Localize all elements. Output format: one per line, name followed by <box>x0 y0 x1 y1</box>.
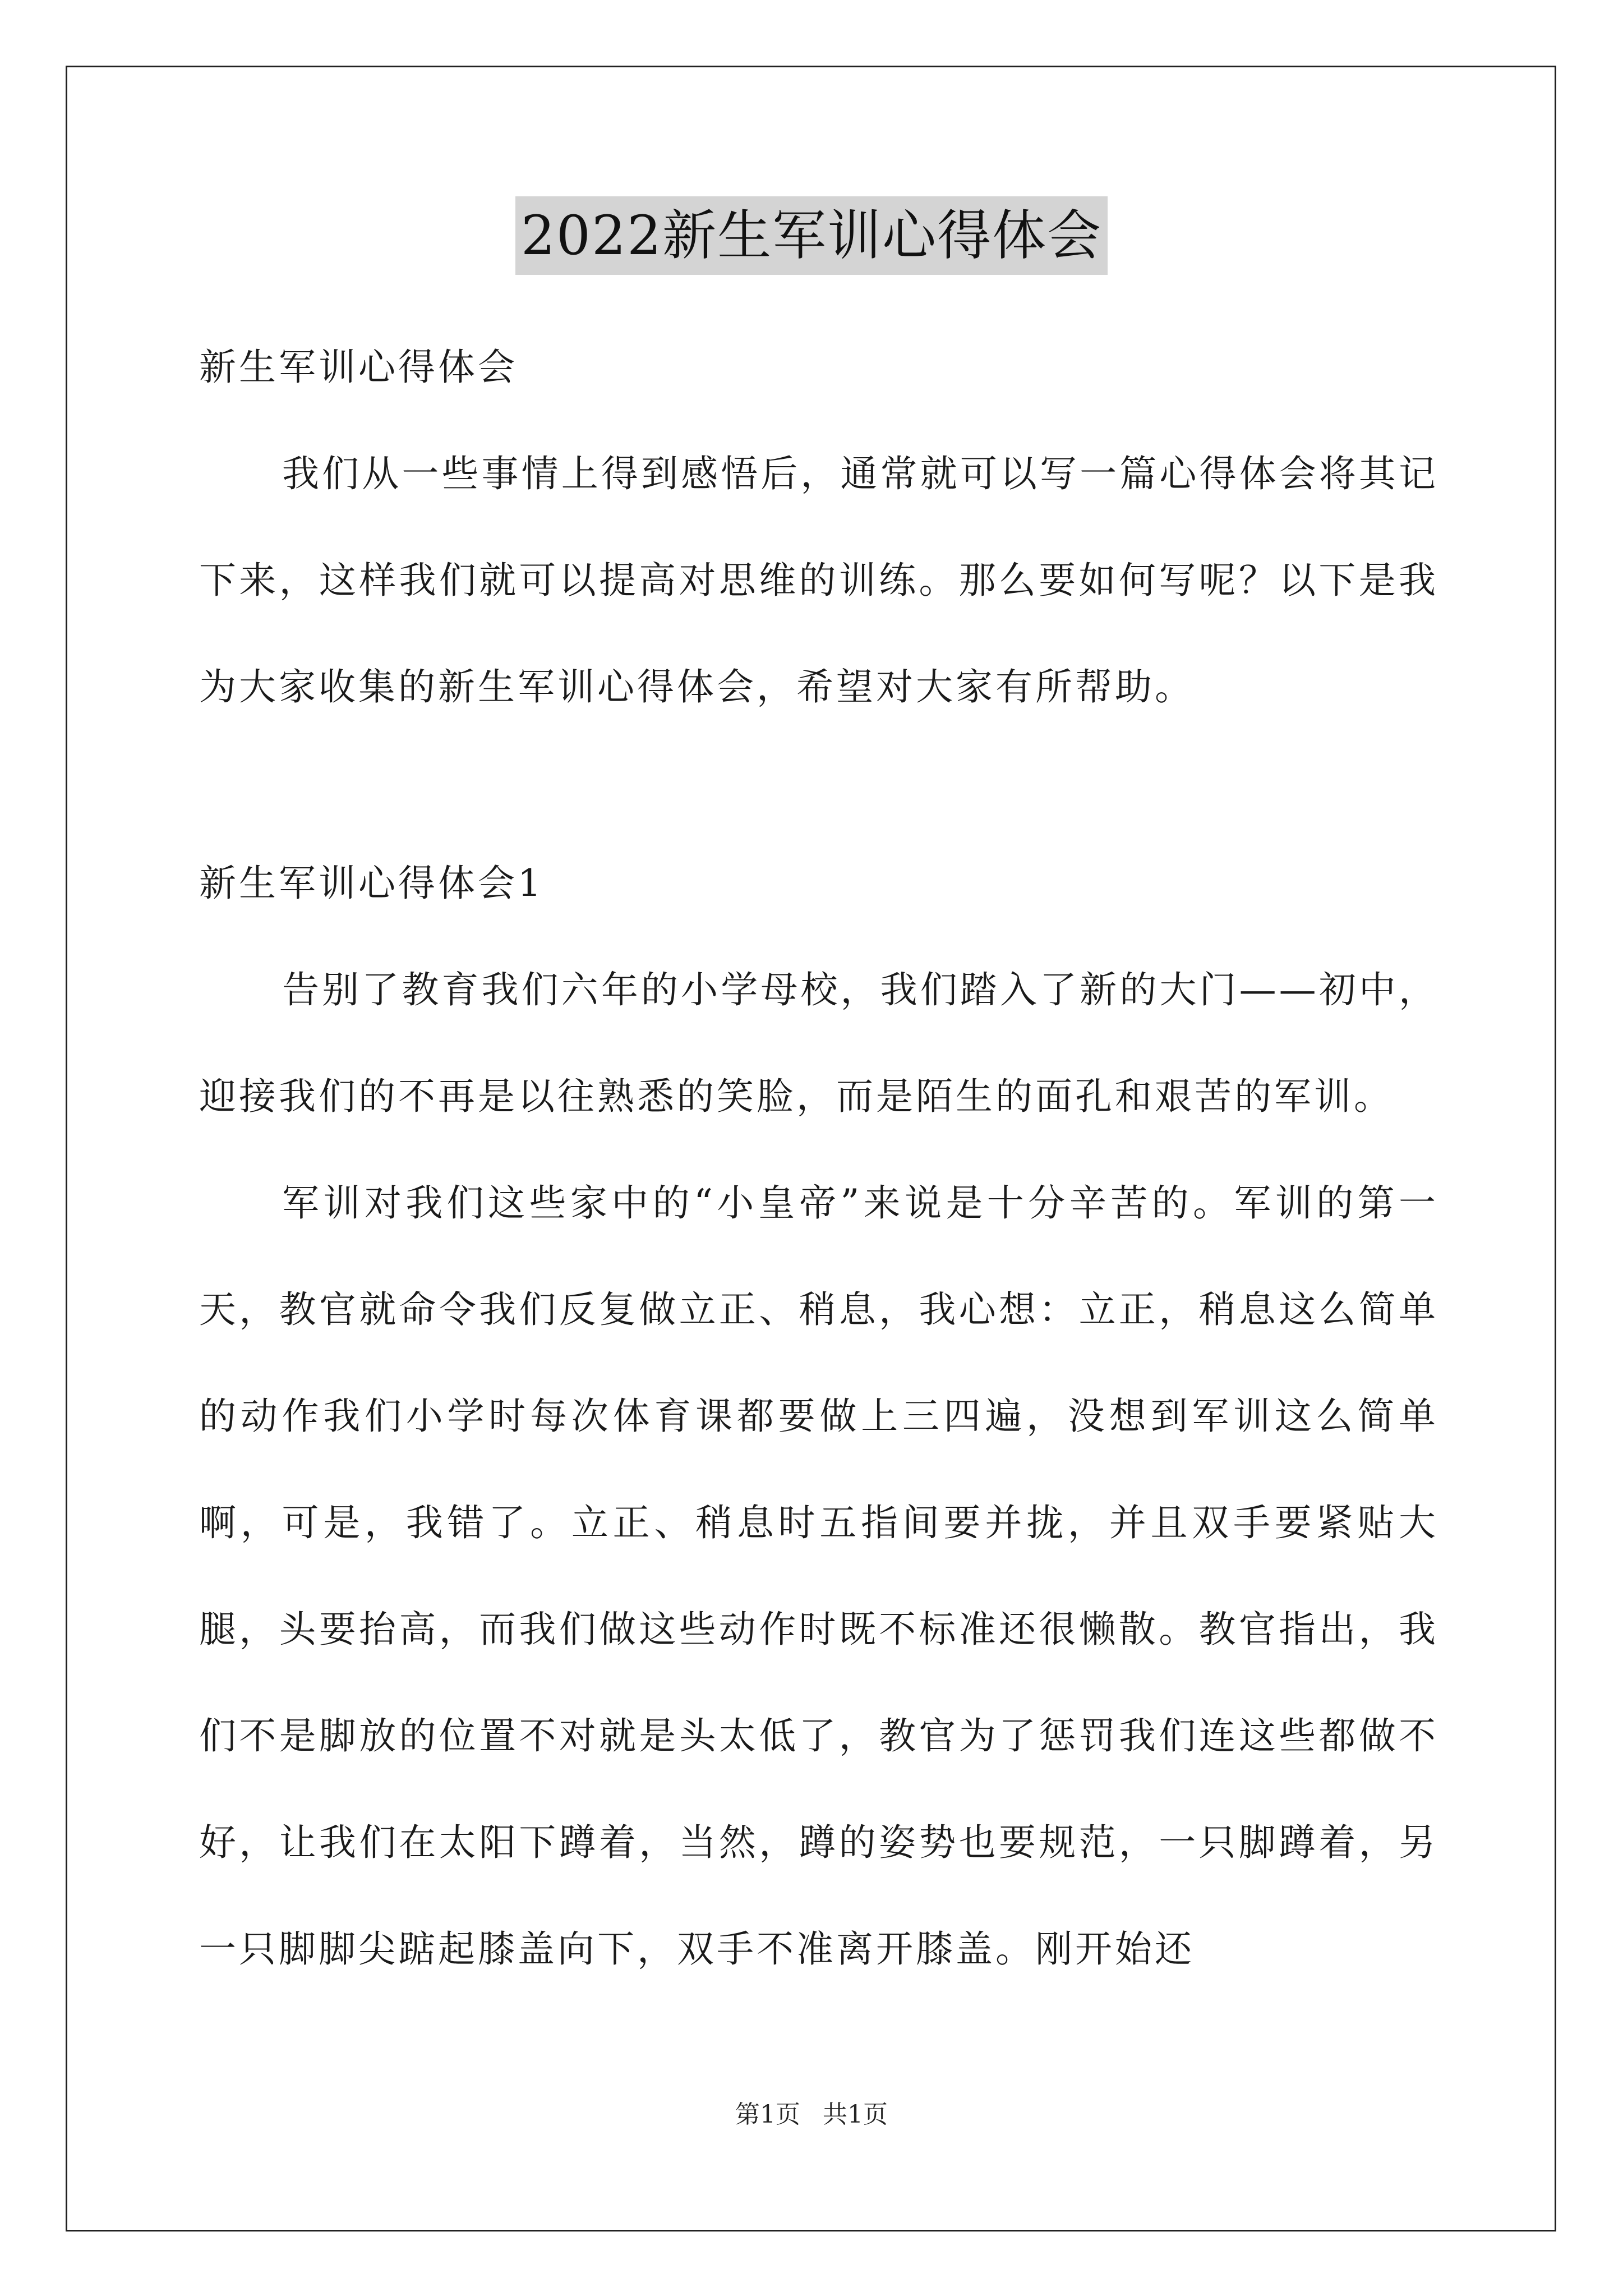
section-heading-intro: 新生军训心得体会 <box>199 346 518 389</box>
page-footer <box>0 2098 1623 2132</box>
document-title: 2022新生军训心得体会 <box>515 196 1108 275</box>
intro-paragraph: 我们从一些事情上得到感悟后，通常就可以写一篇心得体会将其记下来，这样我们就可以提高对思维的训练。那么要如何写呢？以下是我为大家收集的新生军训心得体会，希望对大家有所帮助。 <box>199 452 1438 708</box>
section-heading-1: 新生军训心得体会1 <box>199 862 544 905</box>
page-number: 第1页 <box>735 2100 800 2129</box>
document-body <box>199 314 1438 2003</box>
body-paragraph-2: 军训对我们这些家中的“小皇帝”来说是十分辛苦的。军训的第一天，教官就命令我们反复做立正、稍息，我心想：立正，稍息这么简单的动作我们小学时每次体育课都要做上三四遍，没想到军训这么简单啊，可是，我错了。立正、稍息时五指间要并拢，并且双手要紧贴大腿，头要抬高，而我们做这些动作时既不标准还很懒散。教官指出，我们不是脚放的位置不对就是头太低了，教官为了惩罚我们连这些都做不好，让我们在太阳下蹲着，当然，蹲的姿势也要规范，一只脚蹲着，另一只脚脚尖踮起膝盖向下，双手不准离开膝盖。刚开始还 <box>199 1181 1438 1971</box>
title-container <box>0 196 1623 275</box>
body-paragraph-1: 告别了教育我们六年的小学母校，我们踏入了新的大门——初中，迎接我们的不再是以往熟悉的笑脸，而是陌生的面孔和艰苦的军训。 <box>199 968 1438 1118</box>
page-total: 共1页 <box>823 2100 888 2129</box>
